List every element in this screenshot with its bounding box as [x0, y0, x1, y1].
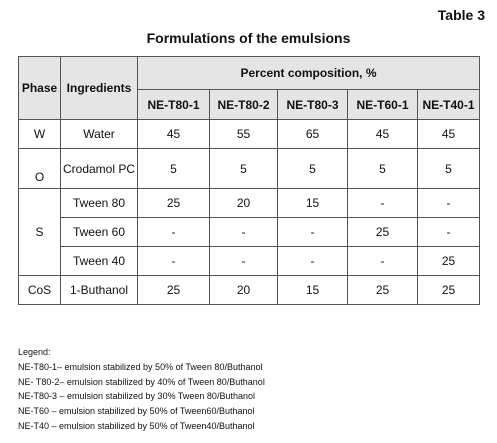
- formulation-header: NE-T60-1: [348, 90, 418, 120]
- value-cell: 45: [418, 120, 480, 149]
- ingredient-cell: 1-Buthanol: [61, 276, 138, 305]
- formulation-header: NE-T40-1: [418, 90, 480, 120]
- value-cell: 25: [138, 189, 210, 218]
- phase-cell-o: O: [19, 149, 61, 189]
- formulation-header: NE-T80-1: [138, 90, 210, 120]
- value-cell: 15: [278, 276, 348, 305]
- phase-cell-s: S: [19, 189, 61, 276]
- table-row-water: [19, 120, 480, 149]
- value-cell: 5: [348, 149, 418, 189]
- value-cell: -: [418, 189, 480, 218]
- value-cell: 20: [210, 276, 278, 305]
- value-cell: -: [138, 247, 210, 276]
- formulation-header: NE-T80-2: [210, 90, 278, 120]
- ingredient-cell: Water: [61, 120, 138, 149]
- value-cell: 5: [278, 149, 348, 189]
- formulations-table: [18, 56, 480, 305]
- formulation-header: NE-T80-3: [278, 90, 348, 120]
- value-cell: 25: [348, 218, 418, 247]
- value-cell: 20: [210, 189, 278, 218]
- value-cell: -: [348, 247, 418, 276]
- percent-composition-header: Percent composition, %: [138, 57, 480, 90]
- legend-item: NE- T80-2– emulsion stabilized by 40% of Tween 80/Buthanol: [18, 376, 265, 387]
- value-cell: -: [138, 218, 210, 247]
- table-row-tween40: [19, 247, 480, 276]
- legend-item: NE-T80-1– emulsion stabilized by 50% of Tween 80/Buthanol: [18, 361, 263, 372]
- header-row-group: [19, 57, 480, 90]
- value-cell: -: [278, 218, 348, 247]
- value-cell: 5: [418, 149, 480, 189]
- value-cell: 45: [138, 120, 210, 149]
- table-title: Formulations of the emulsions: [146, 30, 351, 46]
- value-cell: -: [210, 218, 278, 247]
- legend-item: NE-T40 – emulsion stabilized by 50% of Tween40/Buthanol: [18, 420, 255, 431]
- value-cell: -: [278, 247, 348, 276]
- value-cell: 5: [138, 149, 210, 189]
- phase-column-header: Phase: [19, 57, 61, 120]
- ingredients-column-header: Ingredients: [61, 57, 138, 120]
- table-number: Table 3: [437, 7, 485, 23]
- value-cell: -: [210, 247, 278, 276]
- table-row-tween80: [19, 189, 480, 218]
- value-cell: 5: [210, 149, 278, 189]
- value-cell: -: [348, 189, 418, 218]
- value-cell: -: [418, 218, 480, 247]
- value-cell: 25: [418, 276, 480, 305]
- value-cell: 15: [278, 189, 348, 218]
- ingredient-cell: Tween 80: [61, 189, 138, 218]
- phase-cell-cos: CoS: [19, 276, 61, 305]
- table-row-tween60: [19, 218, 480, 247]
- phase-cell-w: W: [19, 120, 61, 149]
- table-row-crodamol: [19, 149, 480, 189]
- ingredient-cell: Tween 60: [61, 218, 138, 247]
- table-row-buthanol: [19, 276, 480, 305]
- value-cell: 25: [348, 276, 418, 305]
- legend: [18, 345, 265, 434]
- legend-item: NE-T80-3 – emulsion stabilized by 30% Tween 80/Buthanol: [18, 391, 255, 402]
- value-cell: 45: [348, 120, 418, 149]
- value-cell: 25: [418, 247, 480, 276]
- ingredient-cell: Crodamol PC: [61, 149, 138, 189]
- value-cell: 65: [278, 120, 348, 149]
- ingredient-cell: Tween 40: [61, 247, 138, 276]
- legend-heading: Legend:: [18, 347, 51, 357]
- legend-item: NE-T60 – emulsion stabilized by 50% of Tween60/Buthanol: [18, 406, 255, 417]
- value-cell: 25: [138, 276, 210, 305]
- value-cell: 55: [210, 120, 278, 149]
